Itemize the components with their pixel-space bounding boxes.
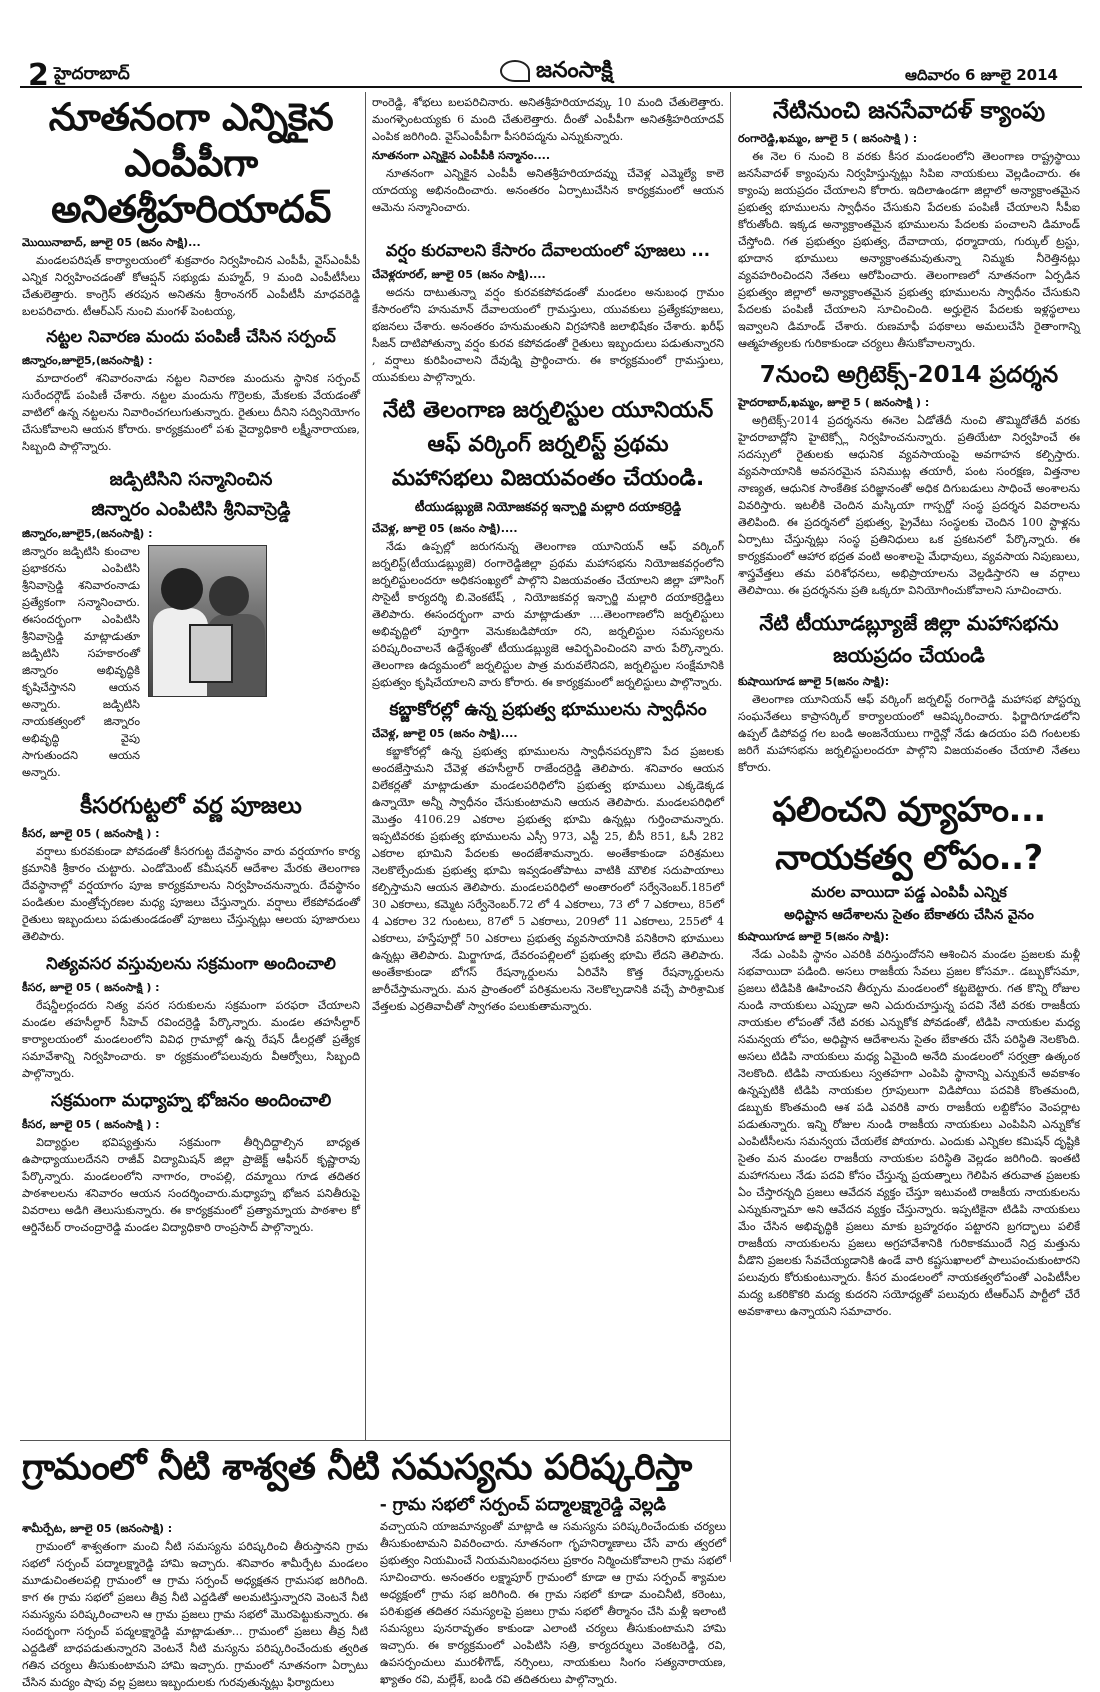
column-3	[738, 94, 1080, 1321]
dateline: జిన్నారం,జూలై5,(జనంసాక్షి) :	[22, 527, 153, 540]
dateline: కుషాయిగూడ జూలై 5(జనం సాక్షి):	[738, 930, 890, 943]
article-body: వర్షాలు కురవకుండా పోవడంతో కీసరగుట్ట దేవస్థానం వారు వర్షయాగం కార్య క్రమానికి శ్రీకారం చుట్టారు. ఎండోమెంట్ కమీషనర్ ఆదేశాల మేరకు తెలంగాణ దేవస్థానాల్లో వర్షయాగం పూజ కార్యక్రమాలను నిర్వహించనున్నారు. దేవస్థానం పండితుల మంత్రోచ్ఛరణల మధ్య పూజలు చేస్తున్నారు. వర్షాలు లేకపోవడంతో రైతులు ఇబ్బందులు పడుతుండడంతో పూజలు చేస్తున్నట్లు ఆలయ పూజారులు తెలిపారు.	[22, 845, 360, 943]
article-body: అగ్రిటెక్స్-2014 ప్రదర్శనను ఈనెల ఏడోతేదీ నుంచి తొమ్మిదోతేదీ వరకు హైదరాబాద్లోని హైటెక్స్లో నిర్వహించనున్నారు. ప్రతియేటా నిర్వహించే ఈ సదస్సులో రైతులకు ఆధునిక వ్యవసాయంపై అవగాహన కల్పిస్తారు. వ్యవసాయానికి అవసరమైన పనిముట్ల తయారీ, పంట సంరక్షణ, విత్తనాల నాణ్యత, ఆధునిక సాంకేతిక పరిజ్ఞానంతో అధిక దిగుబడులు సాధించే అంశాలను వివరిస్తారు. ఇటలీకి చెందిన మస్కియా గాస్పర్డో సంస్థ ప్రదర్శన వివరాలను తెలిపింది. ఈ ప్రదర్శనలో ప్రభుత్వ, ప్రైవేటు సంస్థలకు చెందిన 100 స్టాళ్లను ఏర్పాటు చేస్తున్నట్లు సంస్థ ప్రతినిధులు ఒక ప్రకటనలో పేర్కొన్నారు. ఈ కార్యక్రమంలో ఆహార భద్రత వంటి అంశాలపై మేధావులు, వ్యవసాయ నిపుణులు, శాస్త్రవేత్తలు తమ పరిశోధనలు, అభిప్రాయాలను వెల్లడిస్తారని ఆ వర్గాలు తెలిపాయి. ఈ ప్రదర్శనను ప్రతి ఒక్కరూ వినియోగించుకోవాలని సూచించారు.	[738, 414, 1080, 597]
masthead-name: జనంసాక్షి	[536, 58, 613, 83]
bottom-col-right	[380, 1518, 726, 1692]
article-subhead: నూతనంగా ఎన్నికైన ఎంపీపీకి సన్మానం....	[372, 149, 551, 162]
headline-janasevadal: నేటినుంచి జనసేవాదళ్ క్యాంపు	[772, 98, 1046, 124]
dateline: చేవెళ్ల, జూలై 05 (జనం సాక్షి)....	[372, 727, 518, 740]
subheadline-mpp-1: మరల వాయిదా పడ్డ ఎంపిపీ ఎన్నిక	[811, 885, 1007, 901]
headline-deworming: నట్టల నివారణ మందు పంపిణీ చేసిన సర్పంచ్	[46, 327, 336, 346]
article-body: కబ్జాకోరల్లో ఉన్న ప్రభుత్వ భూములను స్వాధీనపర్చుకొని పేద ప్రజలకు అందజేస్తామని చేవెళ్ల తహసీల్దార్ రాజేందర్రెడ్డి తెలిపారు. శనివారం ఆయన విలేకర్లతో మాట్లాడుతూ మండలపరిధిలోని ప్రభుత్వ భూములు ఎక్కడెక్కడ ఉన్నాయో అన్నీ స్వాధీనం చేసుకుంటామని ఆయన తెలిపారు. మండలపరిధిలో మొత్తం 4106.29 ఎకరాల ప్రభుత్వ భూమి ఉన్నట్లు గుర్తించామన్నారు. ఇప్పటివరకు ప్రభుత్వ భూములను ఎస్సీ 973, ఎస్టీ 25, బీసీ 851, ఓసీ 282 ఎకరాల భూమిని పేదలకు అందజేశామన్నారు. అంతేకాకుండా పరిశ్రమలు నెలకొల్పేందుకు ప్రభుత్వ భూమి ఇవ్వడంతోపాటు వాటికి మౌలిక సదుపాయాలు కల్పిస్తామని ఆయన తెలిపారు. మండలపరిధిలో అంతారంలో సర్వేనెంబర్.185లో 30 ఎకరాలు, కమ్మెట సర్వేనెంబర్.72 లో 4 ఎకరాలు, 73 లో 7 ఎకరాలు, 85లో 4 ఎకరాల 32 గుంటలు, 87లో 5 ఎకరాలు, 209లో 11 ఎకరాలు, 255లో 4 ఎకరాలు, హస్తేపూర్లో 50 ఎకరాలు ప్రభుత్వ వ్యవసాయానికి పనికిరాని భూములు ఉన్నట్లు తెలిపారు. మిర్జాగూడ, దేవరంపల్లిలలో ప్రభుత్వ భూమి లేదని తెలిపారు. అంతేకాకుండా బోగస్ రేషన్కార్డులను ఏరివేసి కొత్త రేషన్కార్డులను జారీచేస్తామన్నారు. మన ప్రాంతంలో పరిశ్రమలను నెలకొల్పడానికి వచ్చే పారిశ్రామిక వేత్తలకు ఎర్రతివాచీతో స్వాగతం పలుకుతామన్నారు.	[372, 745, 724, 1013]
news-photo	[148, 545, 267, 697]
dateline: కీసర, జూలై 05 ( జనంసాక్షి ) :	[22, 827, 160, 840]
column-divider	[730, 92, 731, 1562]
header-rule	[20, 86, 1082, 88]
subheadline-mpp-2: అధిష్టాన ఆదేశాలను సైతం బేకాతరు చేసిన వైనం	[784, 907, 1034, 923]
article-body: ఈ నెల 6 నుంచి 8 వరకు కీసర మండలంలోని తెలంగాణ రాష్ట్రస్థాయి జనసేవాదళ్ క్యాంపును నిర్వహిస్తున్నట్లు సిపిఐ నాయకులు వెల్లడించారు. ఈ క్యాంపు జయప్రదం చేయాలని కోరారు. ఇదిలాఉండగా జిల్లాలో అన్యాక్రాంతమైన ప్రభుత్వ భూములను స్వాధీనం చేసుకుని పేదలకు పంపిణీ చేయాలని సీపీఐ కోరుతోంది. ఇక్కడ అన్యాక్రాంతమైన భూములను పేదలకు పంచాలని డిమాండ్ చేస్తోంది. గత ప్రభుత్వం ప్రభుత్వ, దేవాదాయ, ధర్మాదాయ, గుర్కుల్ ట్రస్టు, భూదాన భూములు అన్యాక్రాంతమవుతున్నా నిమ్మకు నీరెత్తినట్లు వ్యవహరించిందని నేతలు ఆరోపించారు. తెలంగాణలో నూతనంగా ఏర్పడిన ప్రభుత్వం జిల్లాలో అన్యాక్రాంతమైన ప్రభుత్వ భూములను స్వాధీనం చేసుకుని పేదలకు పంపిణీ చేయాలని సూచించింది. అర్హులైన పేదలకు ఇళ్లస్థలాలు ఇవ్వాలని డిమాండ్ చేశారు. రుణమాఫీ పథకాలు అమలుచేసి రైతాంగాన్ని ఆత్మహత్యలకు గురికాకుండా చర్యలు తీసుకోవాలన్నారు.	[738, 150, 1080, 350]
column-divider	[365, 92, 366, 1440]
article-body: జిన్నారం జడ్పిటిసి కుంచాల ప్రభాకరను ఎంపిటిసి శ్రీనివాస్రెడ్డి శనివారంనాడు ప్రత్యేకంగా సన్మానించారు. ఈసందర్భంగా ఎంపిటిసి శ్రీనివాస్రెడ్డి మాట్లాడుతూ జడ్పిటిసి సహకారంతో జిన్నారం అభివృద్ధికి కృషిచేస్తానని ఆయన అన్నారు. జడ్పిటిసి నాయకత్వంలో జిన్నారం అభివృద్ధి వైపు సాగుతుందని ఆయన అన్నారు.	[22, 545, 140, 779]
headline-tuwj-district-1: నేటి టీయూడబ్ల్యూజే జిల్లా మహాసభను	[759, 611, 1059, 635]
dateline: చేవెళ్లరూరల్, జూలై 05 (జనం సాక్షి)....	[372, 268, 546, 281]
bottom-article	[22, 1444, 726, 1692]
headline-essentials: నిత్యవసర వస్తువులను సక్రమంగా అందించాలి	[46, 954, 336, 973]
headline-water: గ్రామంలో నీటి శాశ్వత నీటి సమస్యను పరిష్కరిస్తా	[22, 1447, 692, 1488]
headline-strategy-1: ఫలించని వ్యూహం...	[772, 790, 1046, 830]
column-1	[22, 94, 360, 1237]
headline-anitha-2: అనితశ్రీహరియాదవ్	[51, 187, 331, 231]
article-body: వచ్చాయని యాజమాన్యంతో మాట్లాడి ఆ సమస్యను పరిష్కరించేందుకు చర్యలు తీసుకుంటామని వివరించారు. నూతనంగా గృహనిర్మాణాలు చేసే వారు త్వరలో ప్రభుత్వం నియమించే నియమనిబంధనలు ప్రకారం నిర్మించుకోవాలని గ్రామ సభలో సూచించారు. అనంతరం లక్ష్మాపూర్ గ్రామంలో కూడా ఆ గ్రామ సర్పంచ్ శ్యామల అధ్యక్షంలో గ్రామ సభ జరిగింది. ఈ గ్రామ సభలో కూడా మంచినీటి, కరెంటు, పరిశుభ్రత తదితర సమస్యలపై ప్రజలు గ్రామ సభలో తీర్మానం చేసి మళ్లీ ఇలాంటి సమస్యలు పునరావృతం కాకుండా ఎలాంటి చర్యలు తీసుకుంటామని హామి ఇచ్చారు. ఈ కార్యక్రమంలో ఎంపిటిసి సత్రి, కార్యదర్శులు వెంకటరెడ్డి, రవి, ఉపసర్పంచులు మురళీగౌడ్, నర్సింలు, నాయకులు సింగం సత్యనారాయణ, ఖ్యాతం రవి, మల్లేశ్, బండి రవి తదితరులు పాల్గొన్నారు.	[380, 1520, 726, 1686]
dateline: హైదరాబాద్,ఖమ్మం, జూలై 5 ( జనంసాక్షి ) :	[738, 396, 930, 409]
bottom-article-columns	[22, 1518, 726, 1692]
logo-bird-icon	[500, 60, 530, 82]
section-divider	[20, 1440, 730, 1441]
article-body: విద్యార్థుల భవిష్యత్తును సక్రమంగా తీర్చిదిద్దాల్సిన బాధ్యత ఉపాధ్యాయులదేనని రాజీవ్ విద్యామిషన్ జిల్లా ప్రాజెక్ట్ ఆఫీసర్ కృష్ణారావు పేర్కొన్నారు. మండలంలోని నాగారం, రాంపల్లి, దమ్మాయి గూడ తదితర పాఠశాలలను శనివారం ఆయన సందర్శించారు.మధ్యాహ్న భోజన పనితీరుపై వివరాలు అడిగి తెలుసుకున్నారు. ఈ కార్యక్రమంలో ప్రత్యామ్నాయ పాఠశాల కో ఆర్డినేటర్ రాంచంద్రారెడ్డి మండల విద్యాధికారి రాంప్రసాద్ పాల్గొన్నారు.	[22, 1136, 360, 1234]
article-body: తెలంగాణ యూనియన్ ఆఫ్ వర్కింగ్ జర్నలిస్ట్ రంగారెడ్డి మహాసభ పోస్టర్ను సంఘనేతలు కాప్రాసర్కిల్ కార్యాలయంలో ఆవిష్కరించారు. ఫిర్జాదిగూడలోని ఉప్పల్ డిపోవద్ద గల బండి అంజనేయులు గార్డెన్లో నేడు ఉదయం పది గంటలకు జరిగే మహాసభను జర్నలిస్టులందరూ పాల్గొని విజయవంతం చేయాలి నేతలు కోరారు.	[738, 693, 1080, 774]
headline-agritex: 7నుంచి అగ్రిటెక్స్-2014 ప్రదర్శన	[759, 362, 1059, 388]
headline-strategy-2: నాయకత్వ లోపం..?	[775, 838, 1043, 878]
article-body: మండలపరిషత్ కార్యాలయంలో శుక్రవారం నిర్వహించిన ఎంపీపీ, వైస్ఎంపీపీ ఎన్నిక నిర్వహించడంతో కోఆప్షన్ సభ్యుడు మహ్మద్, 9 మంది ఎంపీటీసీలు చేతులెత్తారు. కాంగ్రెస్ తరపున అనితను శ్రీరాంనగర్ ఎంపీటీసీ మాధవరెడ్డి బలపరిచారు. టీఆర్ఎస్ నుంచి మంగళ్ పెంటయ్య,	[22, 254, 360, 318]
issue-date: ఆదివారం 6 జూలై 2014	[905, 66, 1058, 84]
dateline: కీసర, జూలై 05 ( జనంసాక్షి ) :	[22, 981, 160, 994]
dateline: శామీర్పేట, జూలై 05 (జనంసాక్షి) :	[22, 1522, 173, 1535]
dateline: జిన్నారం,జూలై5,(జనంసాక్షి) :	[22, 354, 153, 367]
article-body: నేడు ఎంపిపి స్థానం ఎవరికి వరిస్తుందోనని ఆశించిన మండల ప్రజలకు మళ్లీ సభవాయిదా పడింది. అసలు రాజకీయ సేవలు ప్రజల కోసమా.. డబ్బుకోసమా, ప్రజలు టిడిపికి ఊహించని తీర్పును మండలంలో కట్టబెట్టారు. గత కొన్ని రోజుల నుండి నాయకులు ఎప్పుడా అని ఎదురుచూస్తున్న పదవి నేటి వరకు రాజకీయ నాయకుల లోపంతో నేటి వరకు ఎన్నుకోక పోవడంతో, టిడిపి నాయకుల మధ్య సమన్వయ లోపం, అధిష్టాన ఆదేశాలను సైతం బేకాతరు చేసే పరిస్థితి నెలకొంది. అసలు టిడిపి నాయకులు మధ్య ఏమైంది అనేది మండలంలో సర్వత్రా ఉత్కంఠ నెలకొంది. టిడిపి నాయకులు స్వతహగా ఎంపిపి స్థానాన్ని ఎన్నుకునే అవకాశం ఉన్నప్పటికి టిడిపి నాయకుల గ్రూపులుగా విడిపోయి పదవికి కొంతమంది, డబ్బుకు కొంతమంది ఆశ పడి ఎవరికి వారు రాజకీయ లబ్దికోసం వెంపర్లాట పడుతున్నారు. ఇన్ని రోజుల నుండి రాజకీయ నాయకులు ఎంపిపిని ఎన్నుకోక ఎంపిటీసీలను సమన్వయ చేయలేక పోయారు. ఎందుకు ఎన్నికల కమిషన్ దృష్టికి సైతం మన మండల రాజకీయ నాయకుల పరిస్థితి వెల్లడం జరిగింది. ఇంతటి మహాగనులు నేడు పదవి కోసం చేస్తున్న ప్రయత్నాలు గెలిపిన తరువాత ప్రజలకు ఏం చేస్తారన్నది ప్రజలు ఆవేదన వ్యక్తం చేస్తూ ఇటువంటి రాజకీయ నాయకులను ఎన్నుకున్నామా అని ఆవేదన వ్యక్తం చేస్తున్నారు. ఇప్పటికైనా టిడిపి నాయకులు మేం చేసిన అభివృద్ధికి ప్రజలు మాకు బ్రహ్మరథం పట్టారని బ్రగద్భాలు పలికే రాజకీయ నాయకులను ప్రజలు అగ్రహావేశానికి గురికాకముందే నిద్ర మత్తును వీడొని ప్రజలకు సేవచేయ్యడానికి ఉండే వారి కష్టసుఖాలలో పాలుపంచుకుంటారని పలువురు కోరుకుంటున్నారు. కీసర మండలంలో నాయకత్వలోపంతో ఎంపిటీసీల మద్య ఒకరికొకరి మద్య కుదరని సయోధ్యతో పలువురు టీఆర్ఎస్ పార్టీలో చేరే అవకాశాలు ఉన్నాయని సమాచారం.	[738, 948, 1080, 1318]
dateline: చేవెళ్ల, జూలై 05 (జనం సాక్షి)....	[372, 522, 518, 535]
subheadline-tuwj: టీయుడబ్ల్యుజె నియోజకవర్గ ఇన్చార్జి మల్లారి దయాకర్రెడ్డి	[414, 499, 682, 514]
article-body: అదను దాటుతున్నా వర్షం కురవకపోవడంతో మండలం అనుబంధ గ్రామం కేసారంలోని హనుమాన్ దేవాలయంలో గ్రామస్తులు, యువకులు ప్రత్యేకపూజలు, భజనలు చేశారు. అనంతరం హనుమంతుని విగ్రహానికి జలాభిషేకం చేశారు. ఖరీఫ్ సీజన్ దాటిపోతున్నా వర్షం కురవ కపోవడంతో రైతులు ఇబ్బందులు పడుతున్నారని , వర్షాలు కురిపించాలని దేవుడ్ని ప్రార్థించారు. ఈ కార్యక్రమంలో గ్రామస్తులు, యువకులు పాల్గొన్నారు.	[372, 286, 724, 384]
headline-zptc-1: జడ్పిటిసిని సన్మానించిన	[109, 469, 273, 490]
article-body: గ్రామంలో శాశ్వతంగా మంచి నీటి సమస్యను పరిష్కరించి తీరుస్తానని గ్రామ సభలో సర్పంచ్ పద్మాలక్ష్మారెడ్డి హామి ఇచ్చారు. శనివారం శామీర్పేట మండలం మూడుచింతలపల్లి గ్రామంలో ఆ గ్రామ సర్పంచ్ అధ్యక్షతన గ్రామసభ జరిగింది. కాగ ఈ గ్రామ సభలో ప్రజలు తీవ్ర నీటి ఎద్దడితో అలమటిస్తున్నారని వెంటనే నీటి సమస్యను పరిష్కరించాలని ఆ గ్రామ ప్రజలు గ్రామ సభలో మొరపెట్టుకున్నారు. ఈ సందర్భంగా సర్పంచ్ పద్మలక్ష్మారెడ్డి మాట్లాడుతూ... గ్రామంలో ప్రజలు తీవ్ర నీటి ఎద్దడితో బాధపడుతున్నారని వెంటనే నీటి మస్యను పరిష్కరించేందుకు త్వరిత గతిన చర్యలు తీసుకుంటామని హామి ఇచ్చారు. గ్రామంలో నూతనంగా ఏర్పాటు చేసిన మద్యం షాపు వల్ల ప్రజలు ఇబ్బందులకు గురవుతున్నట్లు ఫిర్యాదులు	[22, 1540, 368, 1689]
subheadline-water: - గ్రామ సభలో సర్పంచ్ పద్మాలక్ష్మారెడ్డి వెల్లడి	[379, 1495, 666, 1515]
masthead-logo	[500, 58, 613, 88]
headline-midday-meal: సక్రమంగా మధ్యాహ్న భోజనం అందించాలి	[50, 1091, 332, 1111]
headline-anitha-1: నూతనంగా ఎన్నికైన ఎంపీపీగా	[48, 95, 334, 185]
headline-keesaragutta: కీసరగుట్టలో వర్ణ పూజలు	[80, 793, 302, 819]
headline-tuwj-2: ఆఫ్ వర్కింగ్ జర్నలిస్ట్ ప్రథమ	[427, 432, 669, 457]
headline-tuwj-3: మహాసభలు విజయవంతం చేయండి.	[391, 466, 705, 491]
article-body: మాదారంలో శనివారంనాడు నట్టల నివారణ మందును స్థానిక సర్పంచ్ సురేందర్గౌడ్ పంపిణీ చేశారు. నట్టల మందును గొర్రెలకు, మేకలకు వేయడంతో వాటిలో ఉన్న నట్టలను నివారించగలుగుతున్నారు. రైతులు దీనిని సద్వినియోగం చేసుకోవాలని ఆయన కోరారు. కార్యక్రమంలో పశు వైద్యాధికారి లక్ష్మీనారాయణ, సిబ్బంది పాల్గొన్నారు.	[22, 372, 360, 453]
headline-zptc-2: జిన్నారం ఎంపిటిసి శ్రీనివాస్రెడ్డి	[91, 499, 291, 520]
dateline: కీసర, జూలై 05 ( జనంసాక్షి ) :	[22, 1118, 160, 1131]
dateline: మొయినాబాద్, జూలై 05 (జనం సాక్షి)...	[22, 236, 201, 249]
dateline: రంగారెడ్డి,ఖమ్మం, జూలై 5 ( జనంసాక్షి ) :	[738, 132, 918, 145]
headline-govt-lands: కబ్జాకోరల్లో ఉన్న ప్రభుత్వ భూములను స్వాధీనం	[389, 700, 707, 720]
headline-tuwj-district-2: జయప్రదం చేయండి	[833, 643, 985, 667]
headline-tuwj-1: నేటి తెలంగాణ జర్నలిస్టుల యూనియన్	[382, 398, 714, 423]
bottom-col-left	[22, 1518, 368, 1692]
article-body: రేషన్డీలర్లందరు నిత్య వసర సరుకులను సక్రమంగా పరఫరా చేయాలని మండల తహసీల్దార్ సీహెచ్ రవిందర్రెడ్డి పేర్కొన్నారు. మండల తహసీల్దార్ కార్యాలయంలో మండలంలోని వివిధ గ్రామాల్లో ఉన్న రేషన్ డీలర్లతో ప్రత్యేక సమావేశాన్ని నిర్వహించారు. కా ర్యక్రమంలోపలువురు వీఆర్వోలు, సిబ్బంది పాల్గొన్నారు.	[22, 999, 361, 1080]
page-number: 2	[28, 58, 49, 93]
dateline: కుషాయిగూడ జూలై 5(జనం సాక్షి):	[738, 675, 890, 688]
column-2	[372, 94, 724, 1016]
article-body: నేడు ఉప్పల్లో జరుగనున్న తెలంగాణ యూనియన్ ఆఫ్ వర్కింగ్ జర్నలిస్ట్(టీయుడబ్ల్యుజె) రంగారెడ్డిజిల్లా ప్రథమ మహాసభను నియోజకవర్గంలోని జర్నలిస్టులందరూ అధికసంఖ్యలో పాల్గొని విజయవంతం చేయాలని జిల్లా హౌసింగ్ సొసైటీ కార్యదర్శి బి.వెంకటేష్ , నియోజకవర్గ ఇన్చార్జి మల్లారి దయాకర్రెడ్డిలు తెలిపారు. ఈసందర్భంగా వారు మాట్లాడుతూ ....తెలంగాణలోని జర్నలిస్టులు అభివృద్దిలో పూర్తిగా వెనుకబడిపోయా రని, జర్నలిస్టుల సమస్యలను పరిష్కరించాలనే ఉద్దేశ్యంతో టీయుడబ్ల్యుజె ఆవిర్భవించిందని వారు పేర్కొన్నారు. తెలంగాణ ఉద్యమంలో జర్నలిస్టుల పాత్ర మరువలేనిదని, జర్నలిస్టుల సంక్షేమానికి ప్రభుత్వం కృషిచేయాలని వారు కోరారు. ఈ కార్యక్రమంలో జర్నలిస్టులు పాల్గొన్నారు.	[372, 540, 724, 689]
article-body: నూతనంగా ఎన్నికైన ఎంపీపీ అనితశ్రీహరియాదవ్ను చేవెళ్ల ఎమ్మెల్యే కాలె యాదయ్య అభినందించారు. అనంతరం ఏర్పాటుచేసిన కార్యక్రమంలో ఆయన ఆమెను సన్మానించారు.	[372, 167, 724, 214]
page-section-city: హైదరాబాద్	[54, 64, 130, 84]
article-body-continued: రాంరెడ్డి, శోభలు బలపరిచినారు. అనితశ్రీహరియాదవ్కు 10 మంది చేతులెత్తారు. మంగళ్పెంటయ్యకు 6 మంది చేతులెత్తారు. దీంతో ఎంపీపీగా అనితశ్రీహరియాదవ్ ఎంపిక జరిగింది. వైస్ఎంపీపీగా పీసరిపద్మను ఎన్నుకున్నారు.	[372, 96, 724, 143]
headline-rain-puja: వర్షం కురవాలని కేసారం దేవాలయంలో పూజలు ...	[385, 241, 711, 260]
